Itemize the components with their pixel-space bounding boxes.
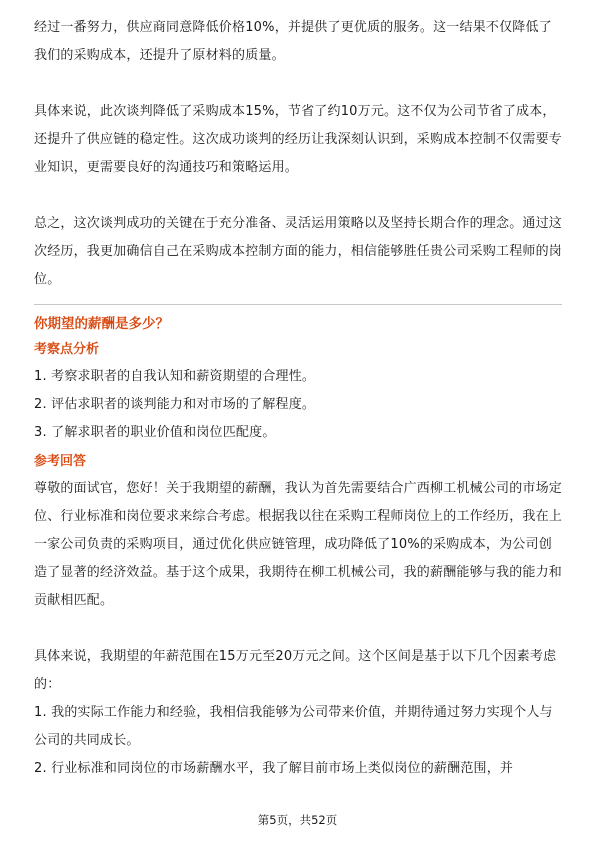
page-number-footer: 第5页，共52页 (257, 813, 338, 827)
interview-question: 你期望的薪酬是多少？ (34, 316, 169, 332)
analysis-item: 3. 了解求职者的职业价值和岗位匹配度。 (34, 425, 276, 440)
page-content (34, 14, 562, 783)
paragraph-conclusion: 总之，这次谈判成功的关键在于充分准备、灵活运用策略以及坚持长期合作的理念。通过这次经历，我更加确信自己在采购成本控制方面的能力，相信能够胜任贵公司采购工程师的岗位。 (34, 216, 563, 287)
section-divider (34, 304, 562, 305)
answer-list-item: 2. 行业标准和同岗位的市场薪酬水平，我了解目前市场上类似岗位的薪酬范围，并 (34, 761, 514, 776)
analysis-heading: 考察点分析 (34, 342, 100, 357)
analysis-item: 1. 考察求职者的自我认知和薪资期望的合理性。 (34, 369, 316, 384)
answer-paragraph-salary-range: 具体来说，我期望的年薪范围在15万元至20万元之间。这个区间是基于以下几个因素考虑的： (34, 649, 557, 692)
paragraph-spacer (34, 70, 562, 98)
analysis-item: 2. 评估求职者的谈判能力和对市场的了解程度。 (34, 397, 316, 412)
answer-list-item: 1. 我的实际工作能力和经验，我相信我能够为公司带来价值，并期待通过努力实现个人与公司的共同成长。 (34, 705, 553, 748)
paragraph-cost-savings: 具体来说，此次谈判降低了采购成本15%，节省了约10万元。这不仅为公司节省了成本，还提升了供应链的稳定性。这次成功谈判的经历让我深刻认识到，采购成本控制不仅需要专业知识，更需要良好的沟通技巧和策略运用。 (34, 104, 563, 175)
paragraph-spacer (34, 182, 562, 210)
answer-paragraph-intro: 尊敬的面试官，您好！关于我期望的薪酬，我认为首先需要结合广西柳工机械公司的市场定位、行业标准和岗位要求来综合考虑。根据我以往在采购工程师岗位上的工作经历，我在上一家公司负责的采购项目，通过优化供应链管理，成功降低了10%的采购成本，为公司创造了显著的经济效益。基于这个成果，我期待在柳工机械公司，我的薪酬能够与我的能力和贡献相匹配。 (34, 481, 563, 608)
answer-heading: 参考回答 (34, 454, 87, 469)
paragraph-spacer (34, 615, 562, 643)
paragraph-negotiation-result: 经过一番努力，供应商同意降低价格10%，并提供了更优质的服务。这一结果不仅降低了我们的采购成本，还提升了原材料的质量。 (34, 20, 552, 63)
